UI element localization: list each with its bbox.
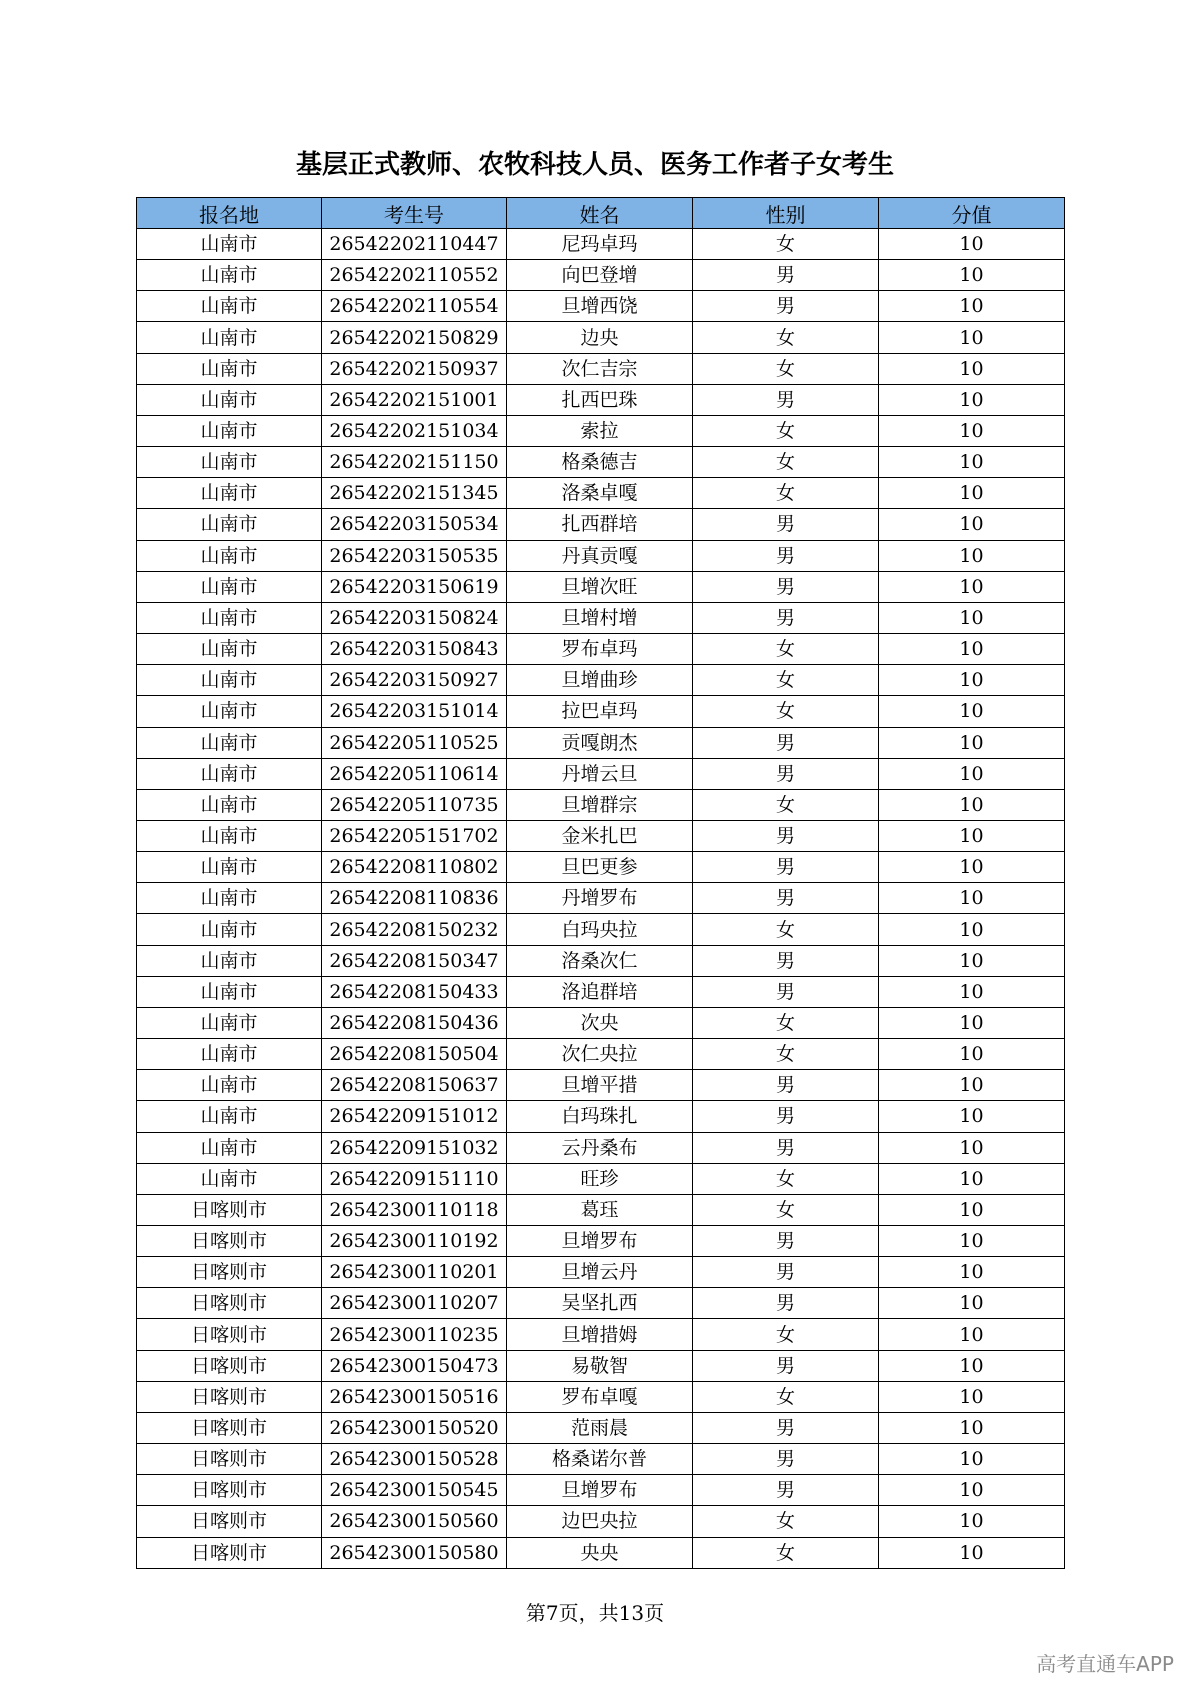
cell-score: 10 [879,914,1065,945]
cell-registration-place: 日喀则市 [137,1506,322,1537]
table-row [137,1381,1065,1412]
cell-registration-place: 山南市 [137,1070,322,1101]
cell-name: 丹增罗布 [507,883,693,914]
cell-score: 10 [879,789,1065,820]
cell-candidate-number: 26542300150545 [322,1475,507,1506]
cell-registration-place: 山南市 [137,415,322,446]
cell-score: 10 [879,415,1065,446]
cell-registration-place: 山南市 [137,260,322,291]
cell-name: 向巴登增 [507,260,693,291]
cell-name: 旦增罗布 [507,1226,693,1257]
cell-gender: 女 [693,696,879,727]
column-header-score: 分值 [879,198,1065,229]
cell-gender: 女 [693,1163,879,1194]
cell-registration-place: 山南市 [137,322,322,353]
cell-candidate-number: 26542300110118 [322,1194,507,1225]
cell-score: 10 [879,353,1065,384]
cell-gender: 女 [693,322,879,353]
table-row [137,602,1065,633]
table-row [137,789,1065,820]
cell-score: 10 [879,1444,1065,1475]
table-row [137,1070,1065,1101]
table-row [137,415,1065,446]
cell-name: 吴坚扎西 [507,1288,693,1319]
cell-registration-place: 山南市 [137,384,322,415]
cell-candidate-number: 26542202151034 [322,415,507,446]
cell-name: 边巴央拉 [507,1506,693,1537]
cell-gender: 男 [693,1475,879,1506]
cell-name: 旦增平措 [507,1070,693,1101]
table-row [137,1226,1065,1257]
cell-candidate-number: 26542208110802 [322,852,507,883]
cell-registration-place: 山南市 [137,789,322,820]
cell-score: 10 [879,1070,1065,1101]
cell-candidate-number: 26542300150528 [322,1444,507,1475]
cell-registration-place: 山南市 [137,571,322,602]
cell-name: 白玛珠扎 [507,1101,693,1132]
cell-candidate-number: 26542202110554 [322,291,507,322]
table-row [137,447,1065,478]
cell-registration-place: 山南市 [137,727,322,758]
cell-registration-place: 山南市 [137,852,322,883]
cell-gender: 男 [693,945,879,976]
table-row [137,976,1065,1007]
cell-registration-place: 山南市 [137,1039,322,1070]
cell-name: 旦增次旺 [507,571,693,602]
cell-gender: 男 [693,509,879,540]
cell-candidate-number: 26542202151001 [322,384,507,415]
table-header-row [137,198,1065,229]
cell-score: 10 [879,1288,1065,1319]
cell-registration-place: 日喀则市 [137,1288,322,1319]
table-row [137,1007,1065,1038]
cell-candidate-number: 26542202151150 [322,447,507,478]
cell-score: 10 [879,1194,1065,1225]
cell-score: 10 [879,1039,1065,1070]
table-row [137,883,1065,914]
cell-candidate-number: 26542208150637 [322,1070,507,1101]
page-title: 基层正式教师、农牧科技人员、医务工作者子女考生 [295,150,894,180]
cell-candidate-number: 26542300150473 [322,1350,507,1381]
cell-registration-place: 日喀则市 [137,1475,322,1506]
cell-gender: 女 [693,353,879,384]
cell-registration-place: 山南市 [137,447,322,478]
cell-name: 旦增群宗 [507,789,693,820]
cell-score: 10 [879,229,1065,260]
cell-candidate-number: 26542202151345 [322,478,507,509]
table-row [137,1101,1065,1132]
cell-score: 10 [879,322,1065,353]
cell-registration-place: 山南市 [137,976,322,1007]
cell-name: 格桑诺尔普 [507,1444,693,1475]
cell-score: 10 [879,1226,1065,1257]
cell-registration-place: 山南市 [137,1132,322,1163]
cell-registration-place: 山南市 [137,1007,322,1038]
cell-gender: 男 [693,727,879,758]
cell-gender: 男 [693,1132,879,1163]
table-row [137,820,1065,851]
table-row [137,1319,1065,1350]
cell-score: 10 [879,883,1065,914]
cell-score: 10 [879,1412,1065,1443]
cell-candidate-number: 26542202150829 [322,322,507,353]
cell-gender: 男 [693,571,879,602]
column-header-gender: 性别 [693,198,879,229]
table-row [137,945,1065,976]
cell-score: 10 [879,602,1065,633]
cell-name: 央央 [507,1537,693,1568]
cell-registration-place: 日喀则市 [137,1257,322,1288]
cell-score: 10 [879,945,1065,976]
cell-gender: 男 [693,758,879,789]
cell-candidate-number: 26542202150937 [322,353,507,384]
table-row [137,914,1065,945]
cell-name: 旦巴更参 [507,852,693,883]
cell-gender: 女 [693,789,879,820]
cell-candidate-number: 26542208150433 [322,976,507,1007]
column-header-registration-place: 报名地 [137,198,322,229]
cell-gender: 男 [693,1226,879,1257]
cell-score: 10 [879,1007,1065,1038]
cell-score: 10 [879,1537,1065,1568]
cell-score: 10 [879,447,1065,478]
cell-score: 10 [879,976,1065,1007]
cell-name: 白玛央拉 [507,914,693,945]
cell-gender: 男 [693,1444,879,1475]
cell-name: 旦增云丹 [507,1257,693,1288]
table-row [137,353,1065,384]
cell-gender: 女 [693,1506,879,1537]
cell-registration-place: 日喀则市 [137,1444,322,1475]
table-row [137,696,1065,727]
cell-candidate-number: 26542209151012 [322,1101,507,1132]
cell-name: 拉巴卓玛 [507,696,693,727]
cell-candidate-number: 26542203150843 [322,634,507,665]
cell-gender: 男 [693,1070,879,1101]
cell-gender: 女 [693,229,879,260]
cell-registration-place: 山南市 [137,758,322,789]
cell-score: 10 [879,727,1065,758]
cell-candidate-number: 26542208150436 [322,1007,507,1038]
cell-candidate-number: 26542208150504 [322,1039,507,1070]
cell-registration-place: 山南市 [137,634,322,665]
cell-name: 洛追群培 [507,976,693,1007]
cell-score: 10 [879,260,1065,291]
cell-candidate-number: 26542300150580 [322,1537,507,1568]
cell-registration-place: 山南市 [137,883,322,914]
cell-score: 10 [879,291,1065,322]
cell-registration-place: 山南市 [137,291,322,322]
table-row [137,758,1065,789]
cell-registration-place: 日喀则市 [137,1319,322,1350]
cell-gender: 男 [693,384,879,415]
cell-registration-place: 日喀则市 [137,1226,322,1257]
table-row [137,384,1065,415]
cell-candidate-number: 26542203150927 [322,665,507,696]
cell-gender: 女 [693,1039,879,1070]
cell-candidate-number: 26542300150560 [322,1506,507,1537]
cell-score: 10 [879,634,1065,665]
cell-candidate-number: 26542203150619 [322,571,507,602]
cell-score: 10 [879,571,1065,602]
cell-name: 罗布卓嘎 [507,1381,693,1412]
page-number: 第7页，共13页 [525,1601,665,1625]
cell-score: 10 [879,1257,1065,1288]
cell-gender: 女 [693,634,879,665]
cell-name: 扎西群培 [507,509,693,540]
cell-name: 旦增村增 [507,602,693,633]
cell-candidate-number: 26542300110235 [322,1319,507,1350]
table-row [137,260,1065,291]
cell-name: 丹真贡嘎 [507,540,693,571]
cell-candidate-number: 26542203151014 [322,696,507,727]
cell-candidate-number: 26542300110201 [322,1257,507,1288]
cell-candidate-number: 26542300150520 [322,1412,507,1443]
table-row [137,1350,1065,1381]
table-row [137,1506,1065,1537]
cell-gender: 男 [693,1412,879,1443]
column-header-candidate-number: 考生号 [322,198,507,229]
cell-name: 易敬智 [507,1350,693,1381]
cell-candidate-number: 26542202110447 [322,229,507,260]
cell-candidate-number: 26542205110614 [322,758,507,789]
cell-gender: 男 [693,260,879,291]
cell-registration-place: 山南市 [137,820,322,851]
table-row [137,727,1065,758]
watermark: 高考直通车APP [1036,1652,1174,1676]
cell-name: 次仁央拉 [507,1039,693,1070]
cell-gender: 女 [693,1537,879,1568]
cell-name: 云丹桑布 [507,1132,693,1163]
cell-gender: 男 [693,1350,879,1381]
table-row [137,229,1065,260]
table-row [137,852,1065,883]
cell-name: 边央 [507,322,693,353]
cell-candidate-number: 26542300150516 [322,1381,507,1412]
cell-registration-place: 山南市 [137,353,322,384]
cell-candidate-number: 26542205110735 [322,789,507,820]
table-row [137,1288,1065,1319]
cell-gender: 女 [693,1194,879,1225]
cell-score: 10 [879,1101,1065,1132]
cell-candidate-number: 26542205110525 [322,727,507,758]
cell-score: 10 [879,820,1065,851]
cell-score: 10 [879,1350,1065,1381]
cell-gender: 女 [693,1319,879,1350]
cell-name: 旦增措姆 [507,1319,693,1350]
table-row [137,478,1065,509]
cell-candidate-number: 26542208150347 [322,945,507,976]
cell-name: 罗布卓玛 [507,634,693,665]
cell-gender: 男 [693,976,879,1007]
cell-score: 10 [879,758,1065,789]
cell-registration-place: 山南市 [137,914,322,945]
cell-registration-place: 日喀则市 [137,1537,322,1568]
table-body [137,229,1065,1569]
cell-registration-place: 山南市 [137,540,322,571]
cell-score: 10 [879,1506,1065,1537]
cell-registration-place: 山南市 [137,509,322,540]
cell-candidate-number: 26542203150534 [322,509,507,540]
cell-name: 旺珍 [507,1163,693,1194]
cell-registration-place: 山南市 [137,665,322,696]
cell-score: 10 [879,1163,1065,1194]
cell-gender: 女 [693,665,879,696]
cell-gender: 女 [693,1007,879,1038]
cell-gender: 男 [693,1288,879,1319]
cell-score: 10 [879,478,1065,509]
cell-gender: 男 [693,291,879,322]
table-row [137,1444,1065,1475]
cell-candidate-number: 26542300110207 [322,1288,507,1319]
cell-gender: 男 [693,883,879,914]
cell-candidate-number: 26542203150535 [322,540,507,571]
cell-gender: 男 [693,852,879,883]
cell-gender: 女 [693,478,879,509]
cell-name: 次央 [507,1007,693,1038]
cell-score: 10 [879,696,1065,727]
table-row [137,1163,1065,1194]
cell-registration-place: 日喀则市 [137,1194,322,1225]
cell-gender: 女 [693,415,879,446]
cell-gender: 男 [693,820,879,851]
table-row [137,571,1065,602]
cell-candidate-number: 26542205151702 [322,820,507,851]
cell-gender: 男 [693,1257,879,1288]
cell-name: 格桑德吉 [507,447,693,478]
table-row [137,291,1065,322]
cell-registration-place: 山南市 [137,602,322,633]
cell-name: 索拉 [507,415,693,446]
table-row [137,1475,1065,1506]
cell-score: 10 [879,384,1065,415]
table-row [137,1194,1065,1225]
cell-score: 10 [879,1319,1065,1350]
cell-name: 葛珏 [507,1194,693,1225]
table-row [137,665,1065,696]
cell-registration-place: 山南市 [137,229,322,260]
table-row [137,634,1065,665]
cell-score: 10 [879,1132,1065,1163]
cell-registration-place: 山南市 [137,478,322,509]
cell-registration-place: 日喀则市 [137,1350,322,1381]
cell-score: 10 [879,665,1065,696]
cell-registration-place: 日喀则市 [137,1412,322,1443]
cell-score: 10 [879,852,1065,883]
cell-name: 扎西巴珠 [507,384,693,415]
cell-candidate-number: 26542209151110 [322,1163,507,1194]
cell-name: 丹增云旦 [507,758,693,789]
cell-gender: 女 [693,1381,879,1412]
candidate-table [136,197,1065,1569]
table-row [137,1039,1065,1070]
table-row [137,1257,1065,1288]
cell-score: 10 [879,1381,1065,1412]
cell-gender: 女 [693,914,879,945]
cell-registration-place: 山南市 [137,945,322,976]
column-header-name: 姓名 [507,198,693,229]
cell-name: 旦增西饶 [507,291,693,322]
cell-registration-place: 日喀则市 [137,1381,322,1412]
cell-gender: 男 [693,540,879,571]
cell-score: 10 [879,1475,1065,1506]
cell-name: 次仁吉宗 [507,353,693,384]
cell-name: 旦增曲珍 [507,665,693,696]
cell-registration-place: 山南市 [137,696,322,727]
cell-candidate-number: 26542300110192 [322,1226,507,1257]
cell-name: 金米扎巴 [507,820,693,851]
table-row [137,1412,1065,1443]
cell-name: 贡嘎朗杰 [507,727,693,758]
cell-registration-place: 山南市 [137,1101,322,1132]
table-row [137,1537,1065,1568]
table-row [137,540,1065,571]
cell-gender: 男 [693,602,879,633]
cell-gender: 女 [693,447,879,478]
table-row [137,322,1065,353]
cell-name: 尼玛卓玛 [507,229,693,260]
cell-candidate-number: 26542208110836 [322,883,507,914]
cell-candidate-number: 26542202110552 [322,260,507,291]
table-row [137,509,1065,540]
cell-score: 10 [879,509,1065,540]
cell-candidate-number: 26542208150232 [322,914,507,945]
cell-name: 洛桑卓嘎 [507,478,693,509]
cell-name: 旦增罗布 [507,1475,693,1506]
cell-score: 10 [879,540,1065,571]
cell-registration-place: 山南市 [137,1163,322,1194]
cell-name: 范雨晨 [507,1412,693,1443]
cell-candidate-number: 26542209151032 [322,1132,507,1163]
cell-gender: 男 [693,1101,879,1132]
table-row [137,1132,1065,1163]
cell-name: 洛桑次仁 [507,945,693,976]
cell-candidate-number: 26542203150824 [322,602,507,633]
